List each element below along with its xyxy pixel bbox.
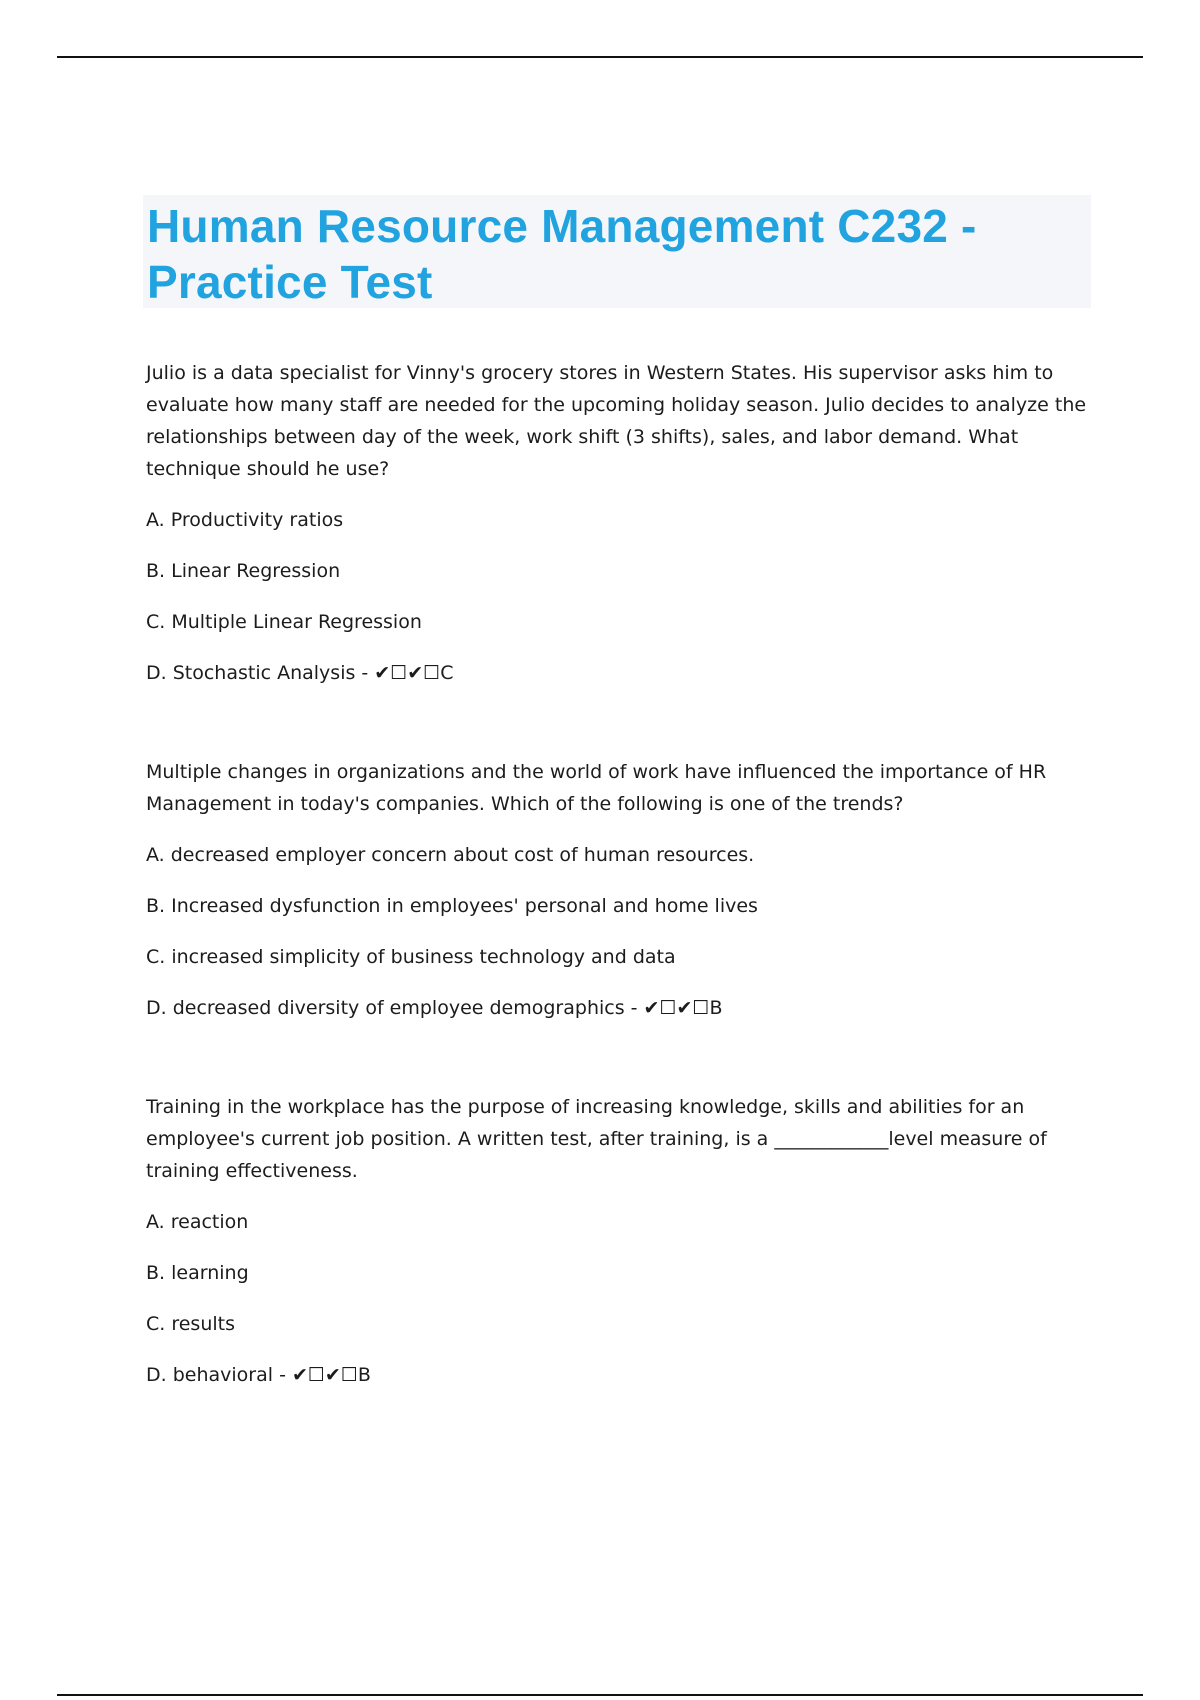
option-b: B. Increased dysfunction in employees' personal and home lives bbox=[146, 895, 758, 917]
answer-key: - ✔☐✔☐B bbox=[624, 997, 723, 1019]
document-title: Human Resource Management C232 - Practice Test bbox=[147, 200, 977, 308]
option-b: B. learning bbox=[146, 1262, 249, 1284]
question-text: Multiple changes in organizations and the world of work have influenced the importance of HR Management in today's companies. Which of the following is one of the trends? bbox=[146, 761, 1047, 815]
option-c: C. results bbox=[146, 1313, 235, 1335]
option-d-text: D. decreased diversity of employee demographics bbox=[146, 997, 625, 1019]
top-rule bbox=[57, 56, 1143, 58]
option-d-text: D. behavioral bbox=[146, 1364, 274, 1386]
option-c: C. Multiple Linear Regression bbox=[146, 611, 422, 633]
option-c: C. increased simplicity of business technology and data bbox=[146, 946, 676, 968]
option-d bbox=[146, 996, 1091, 1020]
answer-options bbox=[146, 843, 1091, 1020]
question-block bbox=[146, 357, 1091, 685]
option-a: A. reaction bbox=[146, 1211, 249, 1233]
answer-options bbox=[146, 1210, 1091, 1387]
question-list bbox=[146, 357, 1091, 1387]
answer-options bbox=[146, 508, 1091, 685]
title-banner bbox=[143, 195, 1091, 308]
option-a: A. Productivity ratios bbox=[146, 509, 344, 531]
answer-key: - ✔☐✔☐C bbox=[355, 662, 454, 684]
bottom-rule bbox=[57, 1694, 1143, 1696]
option-d-text: D. Stochastic Analysis bbox=[146, 662, 356, 684]
question-block bbox=[146, 1091, 1091, 1387]
answer-key: - ✔☐✔☐B bbox=[273, 1364, 371, 1386]
question-text: Julio is a data specialist for Vinny's grocery stores in Western States. His supervisor asks him to evaluate how many staff are needed for the upcoming holiday season. Julio decides to analyze the relationships between day of the week, work shift (3 shifts), sales, and labor demand. What technique should he use? bbox=[146, 362, 1087, 480]
question-block bbox=[146, 756, 1091, 1020]
question-text: Training in the workplace has the purpose of increasing knowledge, skills and abilities for an employee's current job position. A written test, after training, is a ____________level measure of training effectiveness. bbox=[146, 1096, 1047, 1182]
option-d bbox=[146, 1363, 1091, 1387]
option-d bbox=[146, 661, 1091, 685]
option-a: A. decreased employer concern about cost of human resources. bbox=[146, 844, 755, 866]
option-b: B. Linear Regression bbox=[146, 560, 341, 582]
